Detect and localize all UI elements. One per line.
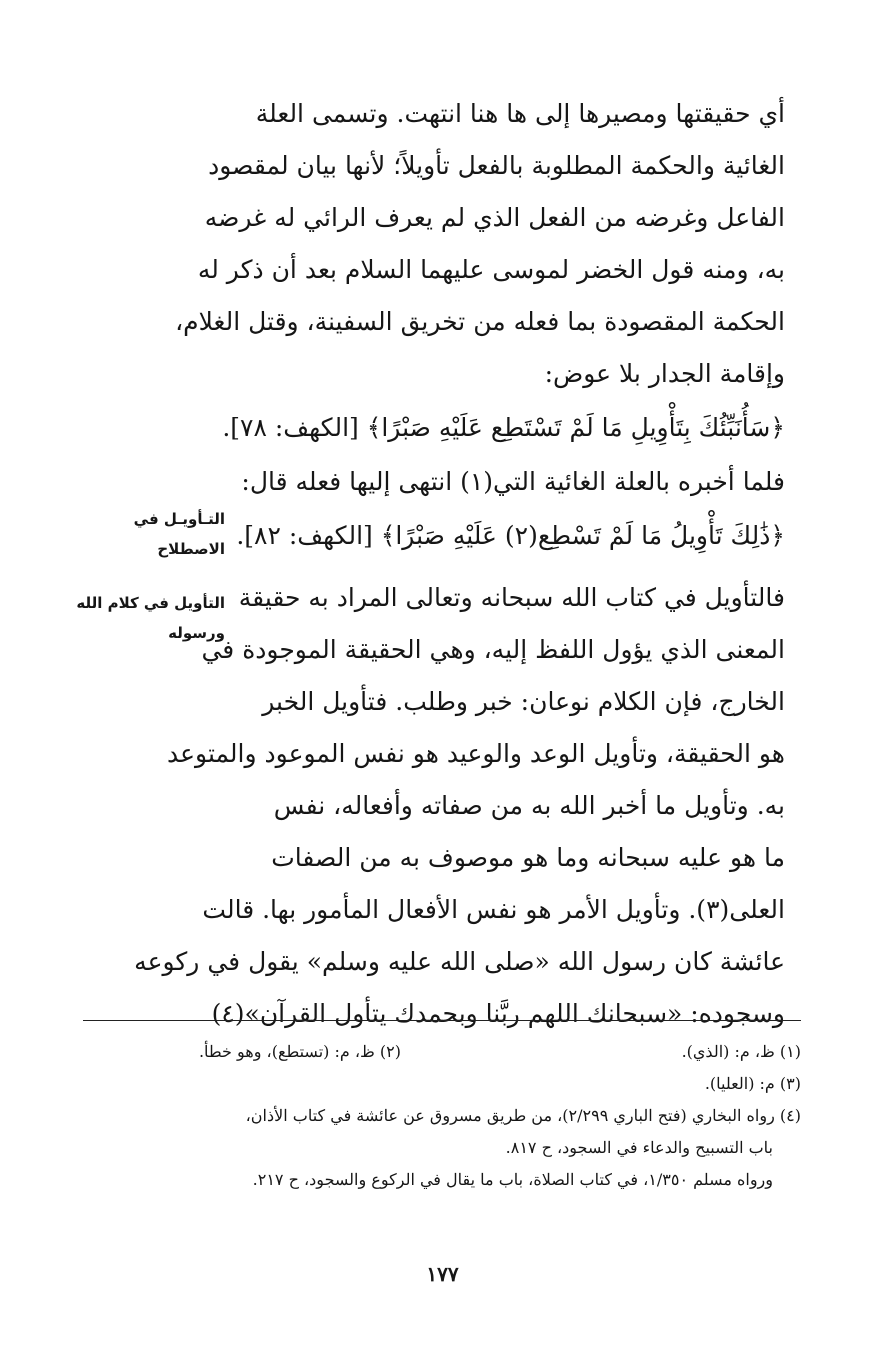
footnote-3: (٣) م: (العليا). [704, 1074, 801, 1093]
text-line: وسجوده: «سبحانك اللهم ربَّنا وبحمدك يتأول القرآن»(٤) [211, 999, 785, 1028]
text-line: الغائية والحكمة المطلوبة بالفعل تأويلاً؛ لأنها بيان لمقصود [208, 151, 785, 180]
text-line: وإقامة الجدار بلا عوض: [544, 359, 785, 388]
quran-verse-line: ﴿سَأُنَبِّئُكَ بِتَأْوِيلِ مَا لَمْ تَسْتَطِع عَلَيْهِ صَبْرًا﴾ [الكهف: ٧٨]. [222, 413, 785, 442]
footnote-row [81, 1036, 801, 1068]
text-line: به. وتأويل ما أخبر الله به من صفاته وأفعاله، نفس [273, 791, 785, 820]
page-number: ١٧٧ [426, 1262, 459, 1286]
footnote-1: (١) ظ، م: (الذي). [681, 1042, 801, 1061]
footnote-4-continued: باب التسبيح والدعاء في السجود، ح ٨١٧. [505, 1138, 773, 1157]
margin-note-line: التأويل في كلام الله [76, 594, 225, 612]
text-line: الخارج، فإن الكلام نوعان: خبر وطلب. فتأويل الخبر [262, 687, 785, 716]
text-line: المعنى الذي يؤول اللفظ إليه، وهي الحقيقة الموجودة في [201, 635, 785, 664]
text-line: فلما أخبره بالعلة الغائية التي(١) انتهى إليها فعله قال: [241, 467, 785, 496]
text-line: عائشة كان رسول الله «صلى الله عليه وسلم» يقول في ركوعه [134, 947, 785, 976]
footnotes [81, 1036, 801, 1196]
footnote-divider [83, 1020, 801, 1021]
footnote-2: (٢) ظ، م: (تستطع)، وهو خطأ. [198, 1042, 401, 1061]
footnote-4-continued: ورواه مسلم ١/٣٥٠، في كتاب الصلاة، باب ما يقال في الركوع والسجود، ح ٢١٧. [252, 1170, 773, 1189]
margin-note-line: الاصطلاح [157, 540, 225, 558]
quran-verse-line: ﴿ذَٰلِكَ تَأْوِيلُ مَا لَمْ تَسْطِع(٢) عَلَيْهِ صَبْرًا﴾ [الكهف: ٨٢]. [236, 521, 785, 550]
margin-note-quran-sunnah [60, 588, 225, 648]
text-line: الفاعل وغرضه من الفعل الذي لم يعرف الرائي له غرضه [204, 203, 785, 232]
footnote-4: (٤) رواه البخاري (فتح الباري ٢/٢٩٩)، من طريق مسروق عن عائشة في كتاب الأذان، [245, 1106, 801, 1125]
text-line: به، ومنه قول الخضر لموسى عليهما السلام بعد أن ذكر له [197, 255, 785, 284]
text-line: ما هو عليه سبحانه وما هو موصوف به من الصفات [271, 843, 785, 872]
margin-note-line: التـأويـل في [133, 510, 225, 528]
text-line: الحكمة المقصودة بما فعله من تخريق السفينة، وقتل الغلام، [175, 307, 785, 336]
paragraph-start-line: فالتأويل في كتاب الله سبحانه وتعالى المراد به حقيقة [238, 583, 785, 612]
margin-note-line: ورسوله [168, 624, 225, 642]
text-line: العلى(٣). وتأويل الأمر هو نفس الأفعال المأمور بها. قالت [202, 895, 785, 924]
text-line: أي حقيقتها ومصيرها إلى ها هنا انتهت. وتسمى العلة [255, 99, 785, 128]
margin-note-terminology [60, 504, 225, 564]
text-line: هو الحقيقة، وتأويل الوعد والوعيد هو نفس الموعود والمتوعد [166, 739, 785, 768]
